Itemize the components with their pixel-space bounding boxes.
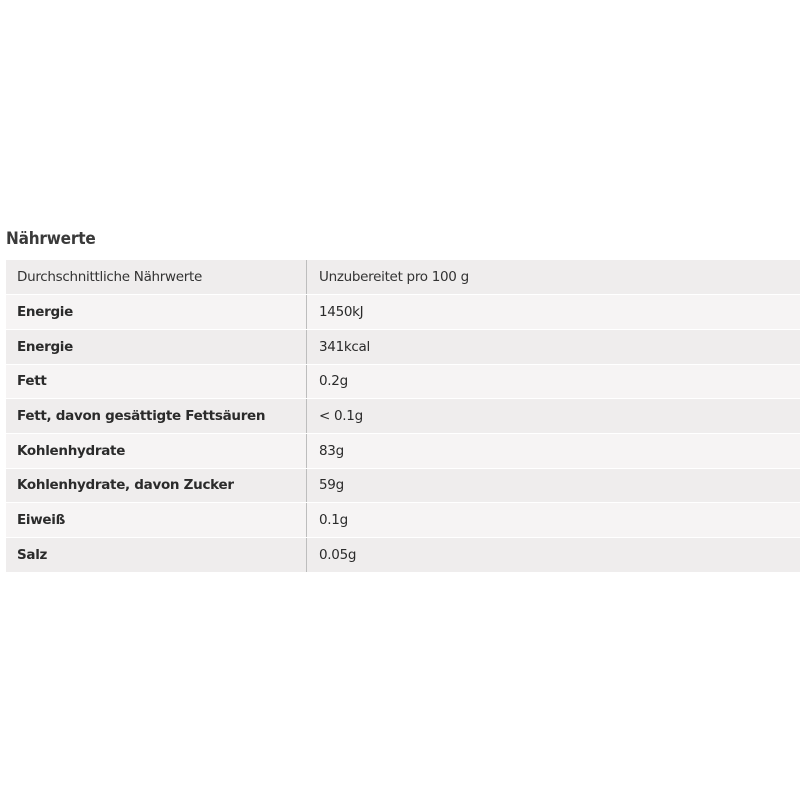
nutrient-value-cell: < 0.1g [307,399,800,434]
nutrient-name-cell: Energie [6,329,307,364]
nutrient-name-cell: Kohlenhydrate, davon Zucker [6,468,307,503]
nutrient-value-cell: 0.05g [307,538,800,573]
table-row [6,503,800,538]
table-row [6,399,800,434]
table-row [6,538,800,573]
nutrition-table [6,260,800,573]
nutrient-value-cell: 0.1g [307,503,800,538]
table-row [6,295,800,330]
table-row [6,364,800,399]
table-row [6,329,800,364]
header-name-cell: Durchschnittliche Nährwerte [6,260,307,295]
header-value-cell: Unzubereitet pro 100 g [307,260,800,295]
nutrient-name-cell: Energie [6,295,307,330]
nutrient-name-cell: Eiweiß [6,503,307,538]
nutrient-name-cell: Fett, davon gesättigte Fettsäuren [6,399,307,434]
nutrient-value-cell: 1450kJ [307,295,800,330]
table-row [6,468,800,503]
section-title: Nährwerte [6,229,96,249]
table-header-row [6,260,800,295]
nutrient-value-cell: 59g [307,468,800,503]
nutrient-value-cell: 83g [307,433,800,468]
nutrient-value-cell: 341kcal [307,329,800,364]
nutrient-value-cell: 0.2g [307,364,800,399]
nutrient-name-cell: Kohlenhydrate [6,433,307,468]
nutrient-name-cell: Salz [6,538,307,573]
nutrient-name-cell: Fett [6,364,307,399]
table-row [6,433,800,468]
